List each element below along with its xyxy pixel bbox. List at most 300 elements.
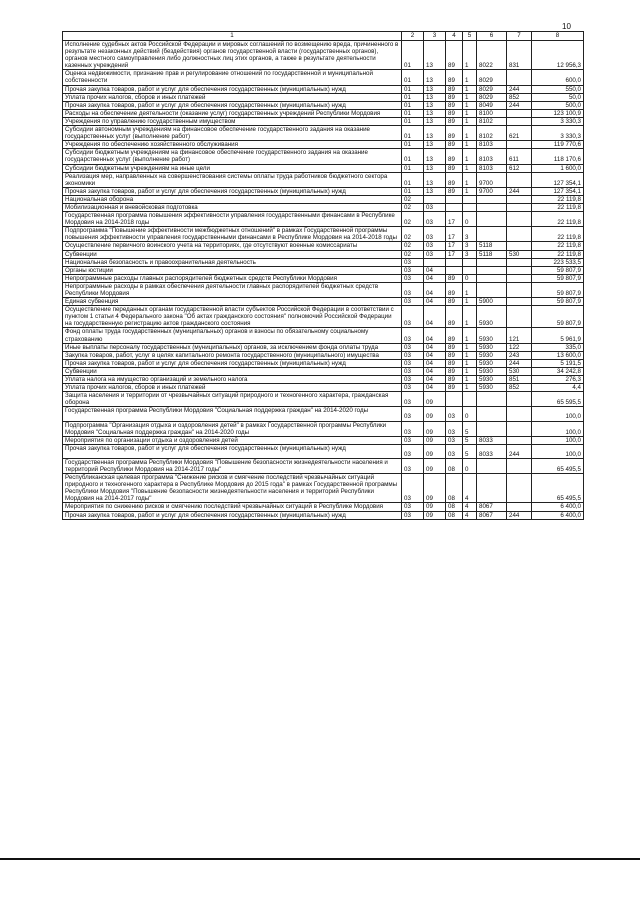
- row-description: Субвенции: [63, 250, 402, 258]
- direction-code: 8100: [477, 109, 507, 117]
- header-cell: 2: [402, 32, 424, 41]
- amount: 5 961,9: [532, 328, 584, 343]
- subsection-code: 09: [424, 511, 446, 519]
- table-row: [63, 187, 584, 195]
- subsection-code: 09: [424, 474, 446, 503]
- table-row: [63, 250, 584, 258]
- program-code: 89: [446, 101, 463, 109]
- program-code: 89: [446, 282, 463, 297]
- row-description: Подпрограмма "Организация отдыха и оздоровления детей" в рамках Государственной программы Республики Мордовия "Социальная поддержка граждан" на 2014-2020 годы: [63, 421, 402, 436]
- table-row: [63, 407, 584, 421]
- subsection-code: 13: [424, 187, 446, 195]
- row-description: Осуществление первичного воинского учета на территориях, где отсутствуют военные комиссариаты: [63, 242, 402, 250]
- amount: 100,0: [532, 436, 584, 444]
- amount: 118 170,6: [532, 149, 584, 164]
- table-row: [63, 436, 584, 444]
- row-description: Государственная программа Республики Мордовия "Социальная поддержка граждан" на 2014-2020 годы: [63, 407, 402, 421]
- subprogram-code: 3: [463, 227, 477, 242]
- amount: 59 807,9: [532, 306, 584, 328]
- subprogram-code: 1: [463, 70, 477, 85]
- program-code: 03: [446, 444, 463, 458]
- subsection-code: 13: [424, 149, 446, 164]
- program-code: [446, 195, 463, 203]
- row-description: Прочая закупка товаров, работ и услуг для обеспечения государственных (муниципальных) нужд: [63, 187, 402, 195]
- expense-type-code: 121: [507, 328, 532, 343]
- table-row: [63, 444, 584, 458]
- expense-type-code: [507, 227, 532, 242]
- section-code: 03: [402, 258, 424, 266]
- section-code: 03: [402, 359, 424, 367]
- table-row: [63, 328, 584, 343]
- expense-type-code: [507, 474, 532, 503]
- section-code: 03: [402, 367, 424, 375]
- section-code: 03: [402, 376, 424, 384]
- expense-type-code: 852: [507, 93, 532, 101]
- expense-type-code: 244: [507, 101, 532, 109]
- program-code: 89: [446, 343, 463, 351]
- section-code: 01: [402, 93, 424, 101]
- table-row: [63, 141, 584, 149]
- program-code: [446, 266, 463, 274]
- direction-code: 5930: [477, 384, 507, 392]
- direction-code: 9700: [477, 172, 507, 187]
- amount: 6 400,0: [532, 503, 584, 511]
- program-code: [446, 258, 463, 266]
- subprogram-code: [463, 258, 477, 266]
- program-code: 89: [446, 187, 463, 195]
- expense-type-code: 530: [507, 250, 532, 258]
- direction-code: 5900: [477, 298, 507, 306]
- expense-type-code: 243: [507, 351, 532, 359]
- row-description: Уплата прочих налогов, сборов и иных платежей: [63, 93, 402, 101]
- section-code: 01: [402, 109, 424, 117]
- table-row: [63, 367, 584, 375]
- subsection-code: 09: [424, 436, 446, 444]
- direction-code: [477, 458, 507, 473]
- subprogram-code: 4: [463, 474, 477, 503]
- section-code: 02: [402, 203, 424, 211]
- subsection-code: 09: [424, 407, 446, 421]
- direction-code: 8029: [477, 85, 507, 93]
- expense-type-code: 852: [507, 384, 532, 392]
- subprogram-code: [463, 392, 477, 407]
- row-description: Осуществление переданных органам государственной власти субъектов Российской Федерации в соответствии с пунктом 1 статьи 4 Федерального закона "Об актах гражданского состояния" полномочий Российской Федерации на государственную регистрацию актов гражданского состояния: [63, 306, 402, 328]
- amount: 22 119,8: [532, 227, 584, 242]
- direction-code: 8103: [477, 141, 507, 149]
- header-cell: 7: [507, 32, 532, 41]
- table-row: [63, 41, 584, 70]
- direction-code: 8029: [477, 70, 507, 85]
- subsection-code: 09: [424, 444, 446, 458]
- row-description: Учреждения по обеспечению хозяйственного обслуживания: [63, 141, 402, 149]
- header-cell: 3: [424, 32, 446, 41]
- subsection-code: 04: [424, 351, 446, 359]
- subsection-code: 03: [424, 250, 446, 258]
- section-code: 03: [402, 511, 424, 519]
- section-code: 01: [402, 172, 424, 187]
- subsection-code: [424, 258, 446, 266]
- amount: 119 770,6: [532, 141, 584, 149]
- program-code: 89: [446, 351, 463, 359]
- subsection-code: 13: [424, 70, 446, 85]
- table-row: [63, 126, 584, 141]
- direction-code: 9700: [477, 187, 507, 195]
- row-description: Субвенции: [63, 367, 402, 375]
- table-row: [63, 282, 584, 297]
- direction-code: [477, 274, 507, 282]
- section-code: 03: [402, 274, 424, 282]
- program-code: [446, 392, 463, 407]
- table-row: [63, 343, 584, 351]
- subprogram-code: 3: [463, 242, 477, 250]
- program-code: 89: [446, 359, 463, 367]
- row-description: Иные выплаты персоналу государственных (муниципальных) органов, за исключением фонда оплаты труда: [63, 343, 402, 351]
- expense-type-code: 244: [507, 187, 532, 195]
- program-code: 89: [446, 274, 463, 282]
- section-code: 01: [402, 101, 424, 109]
- subsection-code: 04: [424, 298, 446, 306]
- section-code: 01: [402, 41, 424, 70]
- section-code: 03: [402, 407, 424, 421]
- direction-code: 8102: [477, 117, 507, 125]
- row-description: Непрограммные расходы главных распорядителей бюджетных средств Республики Мордовия: [63, 274, 402, 282]
- amount: 335,0: [532, 343, 584, 351]
- direction-code: 5930: [477, 359, 507, 367]
- amount: 3 330,3: [532, 126, 584, 141]
- program-code: 08: [446, 474, 463, 503]
- subsection-code: 04: [424, 328, 446, 343]
- subprogram-code: 1: [463, 117, 477, 125]
- subprogram-code: 5: [463, 436, 477, 444]
- subsection-code: 09: [424, 458, 446, 473]
- subprogram-code: [463, 195, 477, 203]
- expense-type-code: [507, 203, 532, 211]
- row-description: Подпрограмма "Повышение эффективности межбюджетных отношений" в рамках Государственной программы повышения эффективности управления государственными финансами в Республике Мордовия на 2014-2018 годы: [63, 227, 402, 242]
- subprogram-code: 4: [463, 503, 477, 511]
- table-row: [63, 85, 584, 93]
- expense-type-code: [507, 503, 532, 511]
- program-code: 89: [446, 298, 463, 306]
- subprogram-code: 1: [463, 85, 477, 93]
- subprogram-code: 1: [463, 126, 477, 141]
- program-code: 17: [446, 250, 463, 258]
- row-description: Исполнение судебных актов Российской Федерации и мировых соглашений по возмещению вреда, причиненного в результате незаконных действий (бездействия) органов государственной власти (государственных органов), органов местного самоуправления либо должностных лиц этих органов, а также в результате деятельности казенных учреждений: [63, 41, 402, 70]
- subsection-code: 13: [424, 41, 446, 70]
- amount: 12 956,3: [532, 41, 584, 70]
- expense-type-code: [507, 392, 532, 407]
- subprogram-code: 0: [463, 407, 477, 421]
- direction-code: [477, 227, 507, 242]
- amount: 127 354,1: [532, 187, 584, 195]
- expense-type-code: [507, 274, 532, 282]
- direction-code: [477, 195, 507, 203]
- section-code: 03: [402, 474, 424, 503]
- direction-code: 5930: [477, 367, 507, 375]
- subprogram-code: 4: [463, 511, 477, 519]
- direction-code: 8067: [477, 503, 507, 511]
- row-description: Учреждения по управлению государственным имуществом: [63, 117, 402, 125]
- expense-type-code: [507, 242, 532, 250]
- subsection-code: 09: [424, 392, 446, 407]
- row-description: Мероприятия по снижению рисков и смягчению последствий чрезвычайных ситуаций в Республике Мордовия: [63, 503, 402, 511]
- amount: 22 119,8: [532, 212, 584, 227]
- amount: 500,0: [532, 101, 584, 109]
- subprogram-code: 1: [463, 93, 477, 101]
- row-description: Расходы на обеспечение деятельности (оказание услуг) государственных учреждений Республики Мордовия: [63, 109, 402, 117]
- direction-code: 8029: [477, 93, 507, 101]
- section-code: 03: [402, 444, 424, 458]
- subsection-code: 13: [424, 85, 446, 93]
- table-row: [63, 458, 584, 473]
- program-code: 89: [446, 384, 463, 392]
- subsection-code: 03: [424, 227, 446, 242]
- row-description: Уплата прочих налогов, сборов и иных платежей: [63, 384, 402, 392]
- subprogram-code: 1: [463, 343, 477, 351]
- subprogram-code: 1: [463, 141, 477, 149]
- amount: 59 807,9: [532, 274, 584, 282]
- table-row: [63, 242, 584, 250]
- expense-type-code: [507, 282, 532, 297]
- table-row: [63, 258, 584, 266]
- expense-type-code: 611: [507, 149, 532, 164]
- section-code: 01: [402, 70, 424, 85]
- row-description: Субсидии бюджетным учреждениям на финансовое обеспечение государственного задания на оказание государственных услуг (выполнение работ): [63, 149, 402, 164]
- amount: 22 119,8: [532, 250, 584, 258]
- table-row: [63, 203, 584, 211]
- subsection-code: 13: [424, 164, 446, 172]
- section-code: 03: [402, 266, 424, 274]
- program-code: 89: [446, 376, 463, 384]
- amount: 5 191,5: [532, 359, 584, 367]
- row-description: Прочая закупка товаров, работ и услуг для обеспечения государственных (муниципальных) нужд: [63, 359, 402, 367]
- direction-code: 8033: [477, 436, 507, 444]
- subsection-code: 04: [424, 306, 446, 328]
- section-code: 01: [402, 149, 424, 164]
- table-row: [63, 503, 584, 511]
- subprogram-code: 1: [463, 149, 477, 164]
- program-code: 89: [446, 164, 463, 172]
- subsection-code: [424, 195, 446, 203]
- subprogram-code: 1: [463, 384, 477, 392]
- row-description: Республиканская целевая программа "Снижение рисков и смягчение последствий чрезвычайных ситуаций природного и техногенного характера в Республике Мордовия до 2015 года" в рамках Государственной программы Республики Мордовия "Повышение безопасности жизнедеятельности населения и территорий Республики Мордовия на 2014-2017 годы": [63, 474, 402, 503]
- table-row: [63, 70, 584, 85]
- program-code: 89: [446, 117, 463, 125]
- subprogram-code: 1: [463, 172, 477, 187]
- row-description: Прочая закупка товаров, работ и услуг для обеспечения государственных (муниципальных) нужд: [63, 511, 402, 519]
- section-code: 03: [402, 306, 424, 328]
- table-row: [63, 172, 584, 187]
- program-code: 17: [446, 212, 463, 227]
- expense-type-code: 530: [507, 367, 532, 375]
- header-cell: 4: [446, 32, 463, 41]
- table-row: [63, 306, 584, 328]
- row-description: Уплата налога на имущество организаций и земельного налога: [63, 376, 402, 384]
- amount: 6 400,0: [532, 511, 584, 519]
- section-code: 03: [402, 298, 424, 306]
- subsection-code: 09: [424, 503, 446, 511]
- expense-type-code: [507, 266, 532, 274]
- section-code: 03: [402, 392, 424, 407]
- table-row: [63, 164, 584, 172]
- row-description: Прочая закупка товаров, работ и услуг для обеспечения государственных (муниципальных) нужд: [63, 85, 402, 93]
- expense-type-code: [507, 172, 532, 187]
- table-row: [63, 266, 584, 274]
- subprogram-code: 1: [463, 41, 477, 70]
- amount: 65 495,5: [532, 458, 584, 473]
- direction-code: [477, 282, 507, 297]
- direction-code: 8049: [477, 101, 507, 109]
- section-code: 01: [402, 126, 424, 141]
- direction-code: 8103: [477, 149, 507, 164]
- direction-code: 5930: [477, 376, 507, 384]
- program-code: [446, 203, 463, 211]
- page-bottom-rule: [0, 858, 640, 860]
- program-code: 89: [446, 93, 463, 101]
- header-cell: 1: [63, 32, 402, 41]
- direction-code: 8103: [477, 164, 507, 172]
- program-code: 03: [446, 421, 463, 436]
- table-row: [63, 359, 584, 367]
- page-number: 10: [562, 22, 571, 31]
- amount: 59 807,9: [532, 266, 584, 274]
- subsection-code: 04: [424, 282, 446, 297]
- direction-code: 5930: [477, 328, 507, 343]
- amount: 100,0: [532, 421, 584, 436]
- table-row: [63, 351, 584, 359]
- program-code: 03: [446, 436, 463, 444]
- amount: 59 807,9: [532, 298, 584, 306]
- subprogram-code: 0: [463, 212, 477, 227]
- amount: 65 595,5: [532, 392, 584, 407]
- table-row: [63, 109, 584, 117]
- subprogram-code: 1: [463, 359, 477, 367]
- expense-type-code: [507, 458, 532, 473]
- row-description: Государственная программа Республики Мордовия "Повышение безопасности жизнедеятельности населения и территорий Республики Мордовия на 2014-2017 годы": [63, 458, 402, 473]
- direction-code: 5118: [477, 250, 507, 258]
- row-description: Непрограммные расходы в рамках обеспечения деятельности главных распорядителей бюджетных средств Республики Мордовия: [63, 282, 402, 297]
- program-code: 89: [446, 306, 463, 328]
- section-code: 03: [402, 343, 424, 351]
- row-description: Прочая закупка товаров, работ и услуг для обеспечения государственных (муниципальных) нужд: [63, 444, 402, 458]
- amount: 3 330,3: [532, 117, 584, 125]
- subsection-code: 13: [424, 93, 446, 101]
- program-code: 89: [446, 70, 463, 85]
- expense-type-code: [507, 407, 532, 421]
- section-code: 03: [402, 421, 424, 436]
- expense-type-code: [507, 117, 532, 125]
- subprogram-code: [463, 203, 477, 211]
- row-description: Прочая закупка товаров, работ и услуг для обеспечения государственных (муниципальных) нужд: [63, 101, 402, 109]
- expense-type-code: [507, 298, 532, 306]
- amount: 123 100,9: [532, 109, 584, 117]
- program-code: 17: [446, 227, 463, 242]
- amount: 127 354,1: [532, 172, 584, 187]
- program-code: 08: [446, 511, 463, 519]
- row-description: Защита населения и территории от чрезвычайных ситуаций природного и техногенного характера, гражданская оборона: [63, 392, 402, 407]
- program-code: 89: [446, 109, 463, 117]
- header-cell: 6: [477, 32, 507, 41]
- expense-type-code: 122: [507, 343, 532, 351]
- subsection-code: 13: [424, 172, 446, 187]
- row-description: Закупка товаров, работ, услуг в целях капитального ремонта государственного (муниципального) имущества: [63, 351, 402, 359]
- row-description: Мобилизационная и вневойсковая подготовка: [63, 203, 402, 211]
- expense-type-code: [507, 141, 532, 149]
- expense-type-code: [507, 258, 532, 266]
- amount: 22 119,8: [532, 242, 584, 250]
- program-code: 89: [446, 126, 463, 141]
- expense-type-code: 851: [507, 376, 532, 384]
- amount: 550,0: [532, 85, 584, 93]
- program-code: 03: [446, 407, 463, 421]
- amount: 22 119,8: [532, 203, 584, 211]
- subsection-code: 04: [424, 376, 446, 384]
- subprogram-code: 1: [463, 101, 477, 109]
- subprogram-code: 1: [463, 351, 477, 359]
- expense-type-code: [507, 70, 532, 85]
- subsection-code: 03: [424, 242, 446, 250]
- amount: 223 533,5: [532, 258, 584, 266]
- row-description: Государственная программа повышения эффективности управления государственными финансами в Республике Мордовия на 2014-2018 годы: [63, 212, 402, 227]
- expense-type-code: 831: [507, 41, 532, 70]
- program-code: 89: [446, 328, 463, 343]
- amount: 100,0: [532, 444, 584, 458]
- expense-type-code: [507, 306, 532, 328]
- table-row: [63, 384, 584, 392]
- subprogram-code: 1: [463, 367, 477, 375]
- expense-type-code: [507, 436, 532, 444]
- expense-type-code: 621: [507, 126, 532, 141]
- section-code: 03: [402, 351, 424, 359]
- row-description: Фонд оплаты труда государственных (муниципальных) органов и взносы по обязательному социальному страхованию: [63, 328, 402, 343]
- subprogram-code: 3: [463, 250, 477, 258]
- header-cell: 8: [532, 32, 584, 41]
- subsection-code: 13: [424, 101, 446, 109]
- row-description: Оценка недвижимости, признание прав и регулирование отношений по государственной и муниципальной собственности: [63, 70, 402, 85]
- section-code: 02: [402, 242, 424, 250]
- subprogram-code: 5: [463, 444, 477, 458]
- row-description: Единая субвенция: [63, 298, 402, 306]
- table-row: [63, 474, 584, 503]
- program-code: 89: [446, 172, 463, 187]
- subprogram-code: 1: [463, 376, 477, 384]
- program-code: 08: [446, 458, 463, 473]
- program-code: 89: [446, 367, 463, 375]
- program-code: 89: [446, 149, 463, 164]
- section-code: 02: [402, 227, 424, 242]
- program-code: 17: [446, 242, 463, 250]
- direction-code: 8033: [477, 444, 507, 458]
- amount: 34 242,8: [532, 367, 584, 375]
- amount: 13 600,0: [532, 351, 584, 359]
- direction-code: [477, 212, 507, 227]
- direction-code: [477, 258, 507, 266]
- amount: 22 119,8: [532, 195, 584, 203]
- amount: 100,0: [532, 407, 584, 421]
- section-code: 01: [402, 117, 424, 125]
- subprogram-code: 1: [463, 298, 477, 306]
- section-code: 01: [402, 187, 424, 195]
- section-code: 02: [402, 212, 424, 227]
- expense-type-code: [507, 421, 532, 436]
- subsection-code: 04: [424, 367, 446, 375]
- section-code: 02: [402, 195, 424, 203]
- table-row: [63, 274, 584, 282]
- subprogram-code: 1: [463, 328, 477, 343]
- subsection-code: 09: [424, 421, 446, 436]
- expense-type-code: [507, 212, 532, 227]
- table-row: [63, 298, 584, 306]
- table-row: [63, 93, 584, 101]
